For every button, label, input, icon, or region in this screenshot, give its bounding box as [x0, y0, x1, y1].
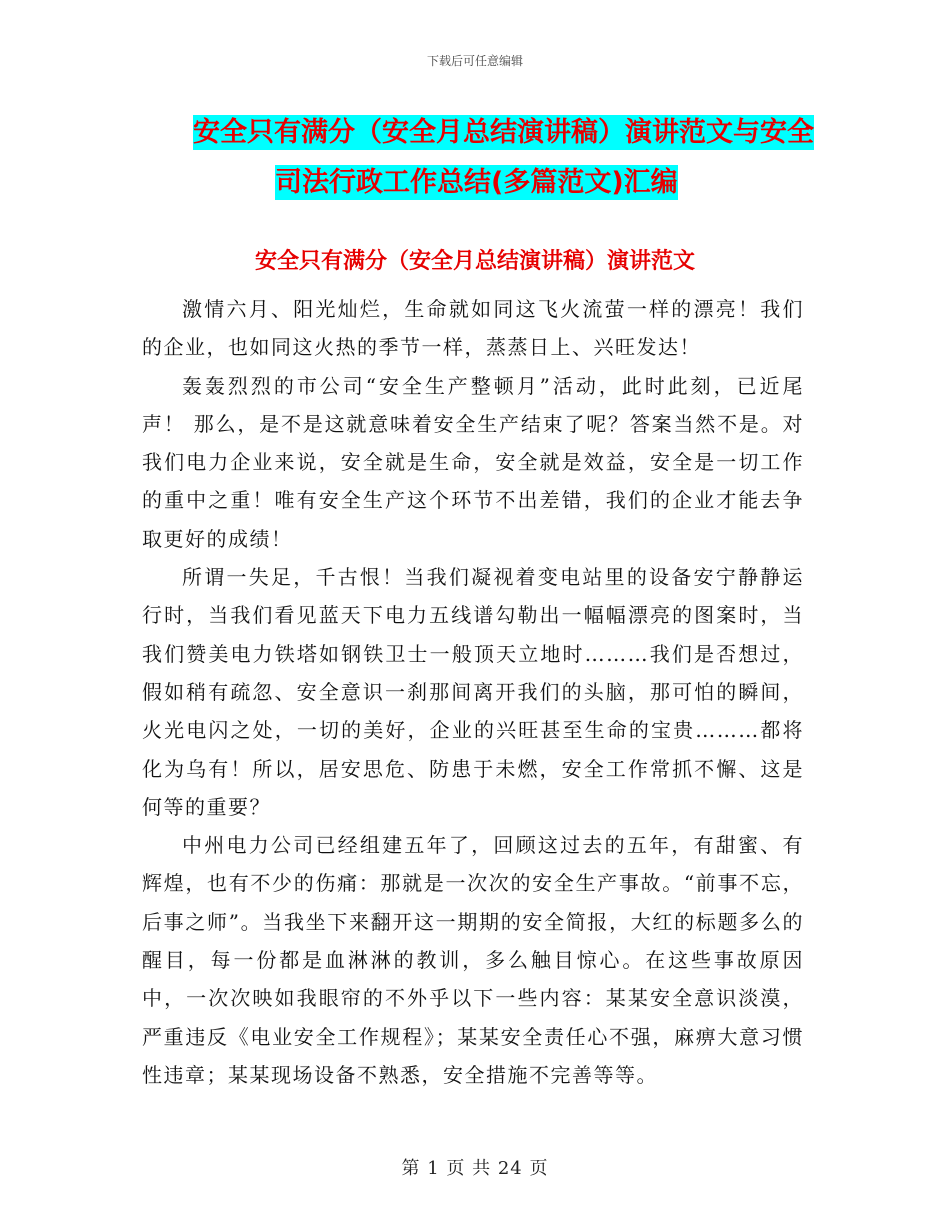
title-line-1: 安全只有满分（安全月总结演讲稿）演讲范文与安全 [193, 117, 814, 148]
body-text [142, 290, 804, 1094]
paragraph: 所谓一失足，千古恨！当我们凝视着变电站里的设备安宁静静运行时，当我们看见蓝天下电力五线谱勾勒出一幅幅漂亮的图案时，当我们赞美电力铁塔如钢铁卫士一般顶天立地时………我们是否想过，假如稍有疏忽、安全意识一刹那间离开我们的头脑，那可怕的瞬间，火光电闪之处，一切的美好，企业的兴旺甚至生命的宝贵………都将化为乌有！所以，居安思危、防患于未燃，安全工作常抓不懈、这是何等的重要？ [142, 565, 804, 819]
section-heading: 安全只有满分（安全月总结演讲稿）演讲范文 [254, 249, 695, 274]
document-title [150, 108, 850, 208]
paragraph: 轰轰烈烈的市公司“安全生产整顿月”活动，此时此刻，已近尾声！ 那么，是不是这就意味着安全生产结束了呢？答案当然不是。对我们电力企业来说，安全就是生命，安全就是效益，安全是一切工作的重中之重！唯有安全生产这个环节不出差错，我们的企业才能去争取更好的成绩！ [142, 373, 804, 551]
paragraph: 中州电力公司已经组建五年了，回顾这过去的五年，有甜蜜、有辉煌，也有不少的伤痛：那就是一次次的安全生产事故。“前事不忘，后事之师”。当我坐下来翻开这一期期的安全简报，大红的标题多么的醒目，每一份都是血淋淋的教训，多么触目惊心。在这些事故原因中，一次次映如我眼帘的不外乎以下一些内容：某某安全意识淡漠，严重违反《电业安全工作规程》；某某安全责任心不强，麻痹大意习惯性违章；某某现场设备不熟悉，安全措施不完善等等。 [142, 833, 804, 1087]
page-header-note: 下载后可任意编辑 [426, 54, 523, 68]
paragraph: 激情六月、阳光灿烂，生命就如同这飞火流萤一样的漂亮！我们的企业，也如同这火热的季节一样，蒸蒸日上、兴旺发达！ [142, 297, 804, 360]
page-number: 第 1 页 共 24 页 [401, 1158, 549, 1179]
title-line-2: 司法行政工作总结(多篇范文)汇编 [275, 167, 678, 198]
